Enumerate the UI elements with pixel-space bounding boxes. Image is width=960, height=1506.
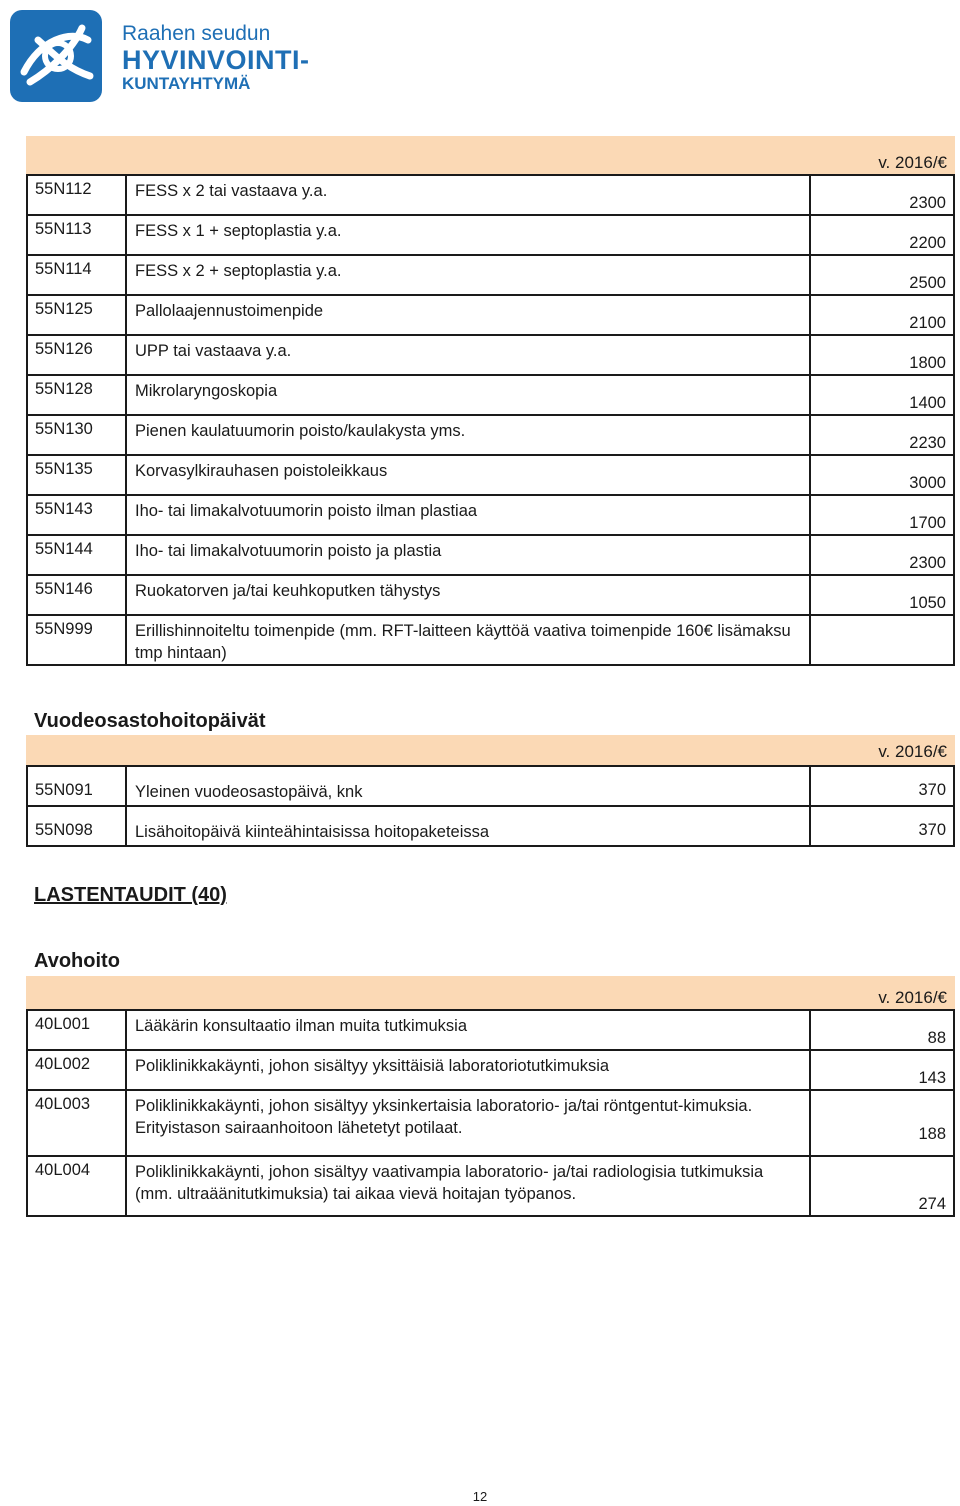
service-code: 55N113 <box>27 215 126 255</box>
table-row <box>27 1050 954 1090</box>
section2-title: Vuodeosastohoitopäivät <box>34 710 266 732</box>
table-row <box>27 175 954 215</box>
service-price: 88 <box>810 1010 954 1050</box>
table-row <box>27 215 954 255</box>
service-description: Ruokatorven ja/tai keuhkoputken tähystys <box>126 575 810 615</box>
table-row <box>27 535 954 575</box>
service-price: 1050 <box>810 575 954 615</box>
service-price: 143 <box>810 1050 954 1090</box>
service-price: 274 <box>810 1156 954 1216</box>
section3-price-table <box>26 1009 955 1217</box>
service-code: 40L003 <box>27 1090 126 1156</box>
service-description: Poliklinikkakäynti, johon sisältyy yksinkertaisia laboratorio- ja/tai röntgentut-kimuksia. Erityistason sairaanhoitoon lähetetyt potilaat. <box>126 1090 810 1156</box>
logo-line-1: Raahen seudun <box>122 22 271 45</box>
service-description: FESS x 2 + septoplastia y.a. <box>126 255 810 295</box>
service-code: 40L002 <box>27 1050 126 1090</box>
service-price: 2230 <box>810 415 954 455</box>
service-price <box>810 615 954 665</box>
section3-header-band <box>26 976 955 1009</box>
knot-logo-icon <box>10 10 102 102</box>
section3-version-label: v. 2016/€ <box>878 988 947 1007</box>
service-code: 55N128 <box>27 375 126 415</box>
table-row <box>27 495 954 535</box>
service-code: 55N144 <box>27 535 126 575</box>
section1-version-label: v. 2016/€ <box>878 153 947 172</box>
logo-line-2: HYVINVOINTI- <box>122 45 310 75</box>
table-row <box>27 1090 954 1156</box>
service-code: 55N125 <box>27 295 126 335</box>
service-price: 1400 <box>810 375 954 415</box>
service-description: Pallolaajennustoimenpide <box>126 295 810 335</box>
logo-wordmark <box>122 22 310 94</box>
service-description: UPP tai vastaava y.a. <box>126 335 810 375</box>
service-code: 55N091 <box>27 766 126 806</box>
service-description: Yleinen vuodeosastopäivä, knk <box>126 766 810 806</box>
service-price: 2500 <box>810 255 954 295</box>
service-price: 3000 <box>810 455 954 495</box>
service-price: 1800 <box>810 335 954 375</box>
service-description: Poliklinikkakäynti, johon sisältyy vaativampia laboratorio- ja/tai radiologisia tutkimuksia (mm. ultraäänitutkimuksia) tai aikaa vievä hoitajan työpanos. <box>126 1156 810 1216</box>
avohoito-title: Avohoito <box>34 950 120 972</box>
table-row <box>27 455 954 495</box>
service-price: 2300 <box>810 175 954 215</box>
service-description: Pienen kaulatuumorin poisto/kaulakysta yms. <box>126 415 810 455</box>
organization-logo <box>10 10 330 105</box>
table-row <box>27 255 954 295</box>
section2-header-band <box>26 735 955 765</box>
service-description: FESS x 2 tai vastaava y.a. <box>126 175 810 215</box>
table-row <box>27 375 954 415</box>
section1-header-band <box>26 136 955 174</box>
table-row <box>27 415 954 455</box>
service-price: 1700 <box>810 495 954 535</box>
service-code: 55N143 <box>27 495 126 535</box>
table-row <box>27 806 954 846</box>
service-code: 55N112 <box>27 175 126 215</box>
service-price: 2200 <box>810 215 954 255</box>
service-code: 55N114 <box>27 255 126 295</box>
section2-version-label: v. 2016/€ <box>878 742 947 761</box>
service-description: Lääkärin konsultaatio ilman muita tutkimuksia <box>126 1010 810 1050</box>
service-code: 55N098 <box>27 806 126 846</box>
section2-price-table <box>26 765 955 847</box>
service-description: Poliklinikkakäynti, johon sisältyy yksittäisiä laboratoriotutkimuksia <box>126 1050 810 1090</box>
service-code: 40L004 <box>27 1156 126 1216</box>
service-price: 370 <box>810 806 954 846</box>
service-description: Korvasylkirauhasen poistoleikkaus <box>126 455 810 495</box>
service-price: 370 <box>810 766 954 806</box>
service-code: 55N146 <box>27 575 126 615</box>
service-code: 40L001 <box>27 1010 126 1050</box>
logo-line-3: KUNTAYHTYMÄ <box>122 74 251 93</box>
service-description: Lisähoitopäivä kiinteähintaisissa hoitopaketeissa <box>126 806 810 846</box>
service-code: 55N126 <box>27 335 126 375</box>
table-row <box>27 335 954 375</box>
lastentaudit-title: LASTENTAUDIT (40) <box>34 884 227 906</box>
service-description: Erillishinnoiteltu toimenpide (mm. RFT-laitteen käyttöä vaativa toimenpide 160€ lisämaksu tmp hintaan) <box>126 615 810 665</box>
table-row <box>27 1156 954 1216</box>
page-number: 12 <box>472 1489 488 1504</box>
section1-price-table <box>26 174 955 666</box>
service-description: Mikrolaryngoskopia <box>126 375 810 415</box>
service-price: 188 <box>810 1090 954 1156</box>
table-row <box>27 575 954 615</box>
service-code: 55N999 <box>27 615 126 665</box>
service-price: 2300 <box>810 535 954 575</box>
table-row <box>27 766 954 806</box>
service-description: FESS x 1 + septoplastia y.a. <box>126 215 810 255</box>
table-row <box>27 295 954 335</box>
table-row <box>27 1010 954 1050</box>
table-row <box>27 615 954 665</box>
service-description: Iho- tai limakalvotuumorin poisto ja plastia <box>126 535 810 575</box>
service-price: 2100 <box>810 295 954 335</box>
service-code: 55N130 <box>27 415 126 455</box>
service-code: 55N135 <box>27 455 126 495</box>
service-description: Iho- tai limakalvotuumorin poisto ilman plastiaa <box>126 495 810 535</box>
